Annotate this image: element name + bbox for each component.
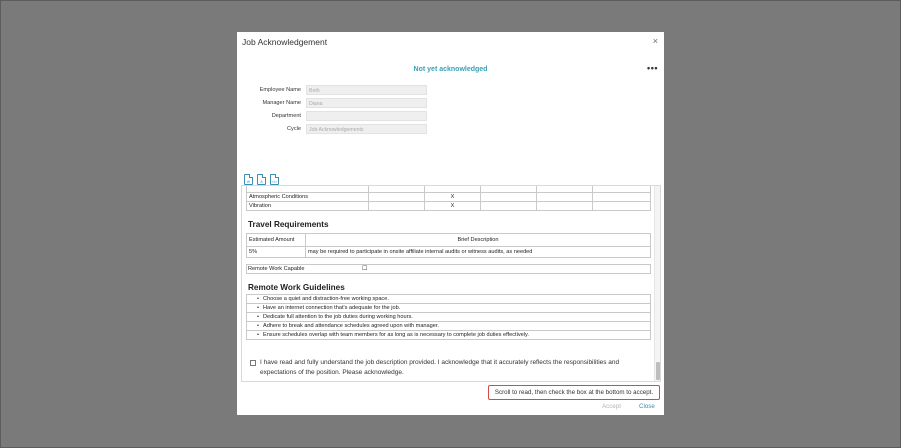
html-icon[interactable]: </>	[270, 174, 279, 185]
scrollbar-thumb[interactable]	[656, 362, 660, 380]
acknowledgement-block	[250, 358, 648, 378]
travel-description: may be required to participate in onsite affiliate internal audits or witness audits, as needed	[306, 247, 651, 258]
list-item: • Have an internet connection that's adequate for the job.	[247, 304, 651, 313]
cycle-label: Cycle	[287, 126, 301, 132]
cycle-field: Job Acknowledgements	[306, 124, 427, 134]
travel-amount: 5%	[247, 247, 306, 258]
remote-work-capable-label: Remote Work Capable	[248, 266, 305, 272]
department-field	[306, 111, 427, 121]
document-scrollbar[interactable]	[654, 186, 660, 381]
scroll-notice: Scroll to read, then check the box at the bottom to accept.	[488, 385, 660, 400]
table-row	[247, 185, 651, 193]
acknowledge-checkbox[interactable]	[250, 360, 256, 366]
department-label: Department	[271, 113, 301, 119]
list-item: • Adhere to break and attendance schedules agreed upon with manager.	[247, 322, 651, 331]
remote-work-guidelines-heading: Remote Work Guidelines	[248, 283, 345, 292]
remote-work-capable-row	[246, 264, 651, 274]
job-description-document[interactable]	[241, 185, 661, 382]
manager-name-label: Manager Name	[262, 100, 301, 106]
table-row	[247, 193, 651, 202]
travel-requirements-heading: Travel Requirements	[248, 220, 329, 229]
travel-table	[246, 233, 651, 258]
condition-name: Atmospheric Conditions	[247, 193, 369, 202]
estimated-amount-header: Estimated Amount	[247, 234, 306, 247]
dialog-title: Job Acknowledgement	[242, 37, 328, 47]
employee-name-label: Employee Name	[259, 87, 301, 93]
more-options-icon[interactable]: •••	[647, 63, 658, 73]
close-icon[interactable]: ×	[652, 36, 658, 46]
condition-name: Vibration	[247, 202, 369, 211]
close-button[interactable]: Close	[639, 403, 655, 410]
conditions-table	[246, 185, 651, 211]
pdf-icon[interactable]: A	[257, 174, 266, 185]
accept-button[interactable]: Accept	[602, 403, 621, 410]
acknowledgement-status: Not yet acknowledged	[413, 66, 488, 73]
condition-mark: X	[425, 202, 481, 211]
list-item: • Dedicate full attention to the job duties during working hours.	[247, 313, 651, 322]
list-item: • Ensure schedules overlap with team members for as long as is necessary to complete job duties effectively.	[247, 331, 651, 340]
list-item: • Choose a quiet and distraction-free working space.	[247, 295, 651, 304]
doc-icon[interactable]: W	[244, 174, 253, 185]
job-acknowledgement-dialog	[237, 32, 664, 415]
employee-name-field: Beth	[306, 85, 427, 95]
export-icons	[244, 174, 279, 185]
table-row	[247, 234, 651, 247]
manager-name-field: Diana	[306, 98, 427, 108]
table-row	[247, 247, 651, 258]
condition-mark: X	[425, 193, 481, 202]
brief-description-header: Brief Description	[306, 234, 651, 247]
remote-work-capable-checkbox: ☐	[362, 266, 368, 272]
table-row	[247, 202, 651, 211]
acknowledgement-text: I have read and fully understand the job description provided. I acknowledge that it accurately reflects the responsibilities and expectations of the position. Please acknowledge.	[260, 359, 620, 376]
guidelines-list	[246, 294, 651, 340]
